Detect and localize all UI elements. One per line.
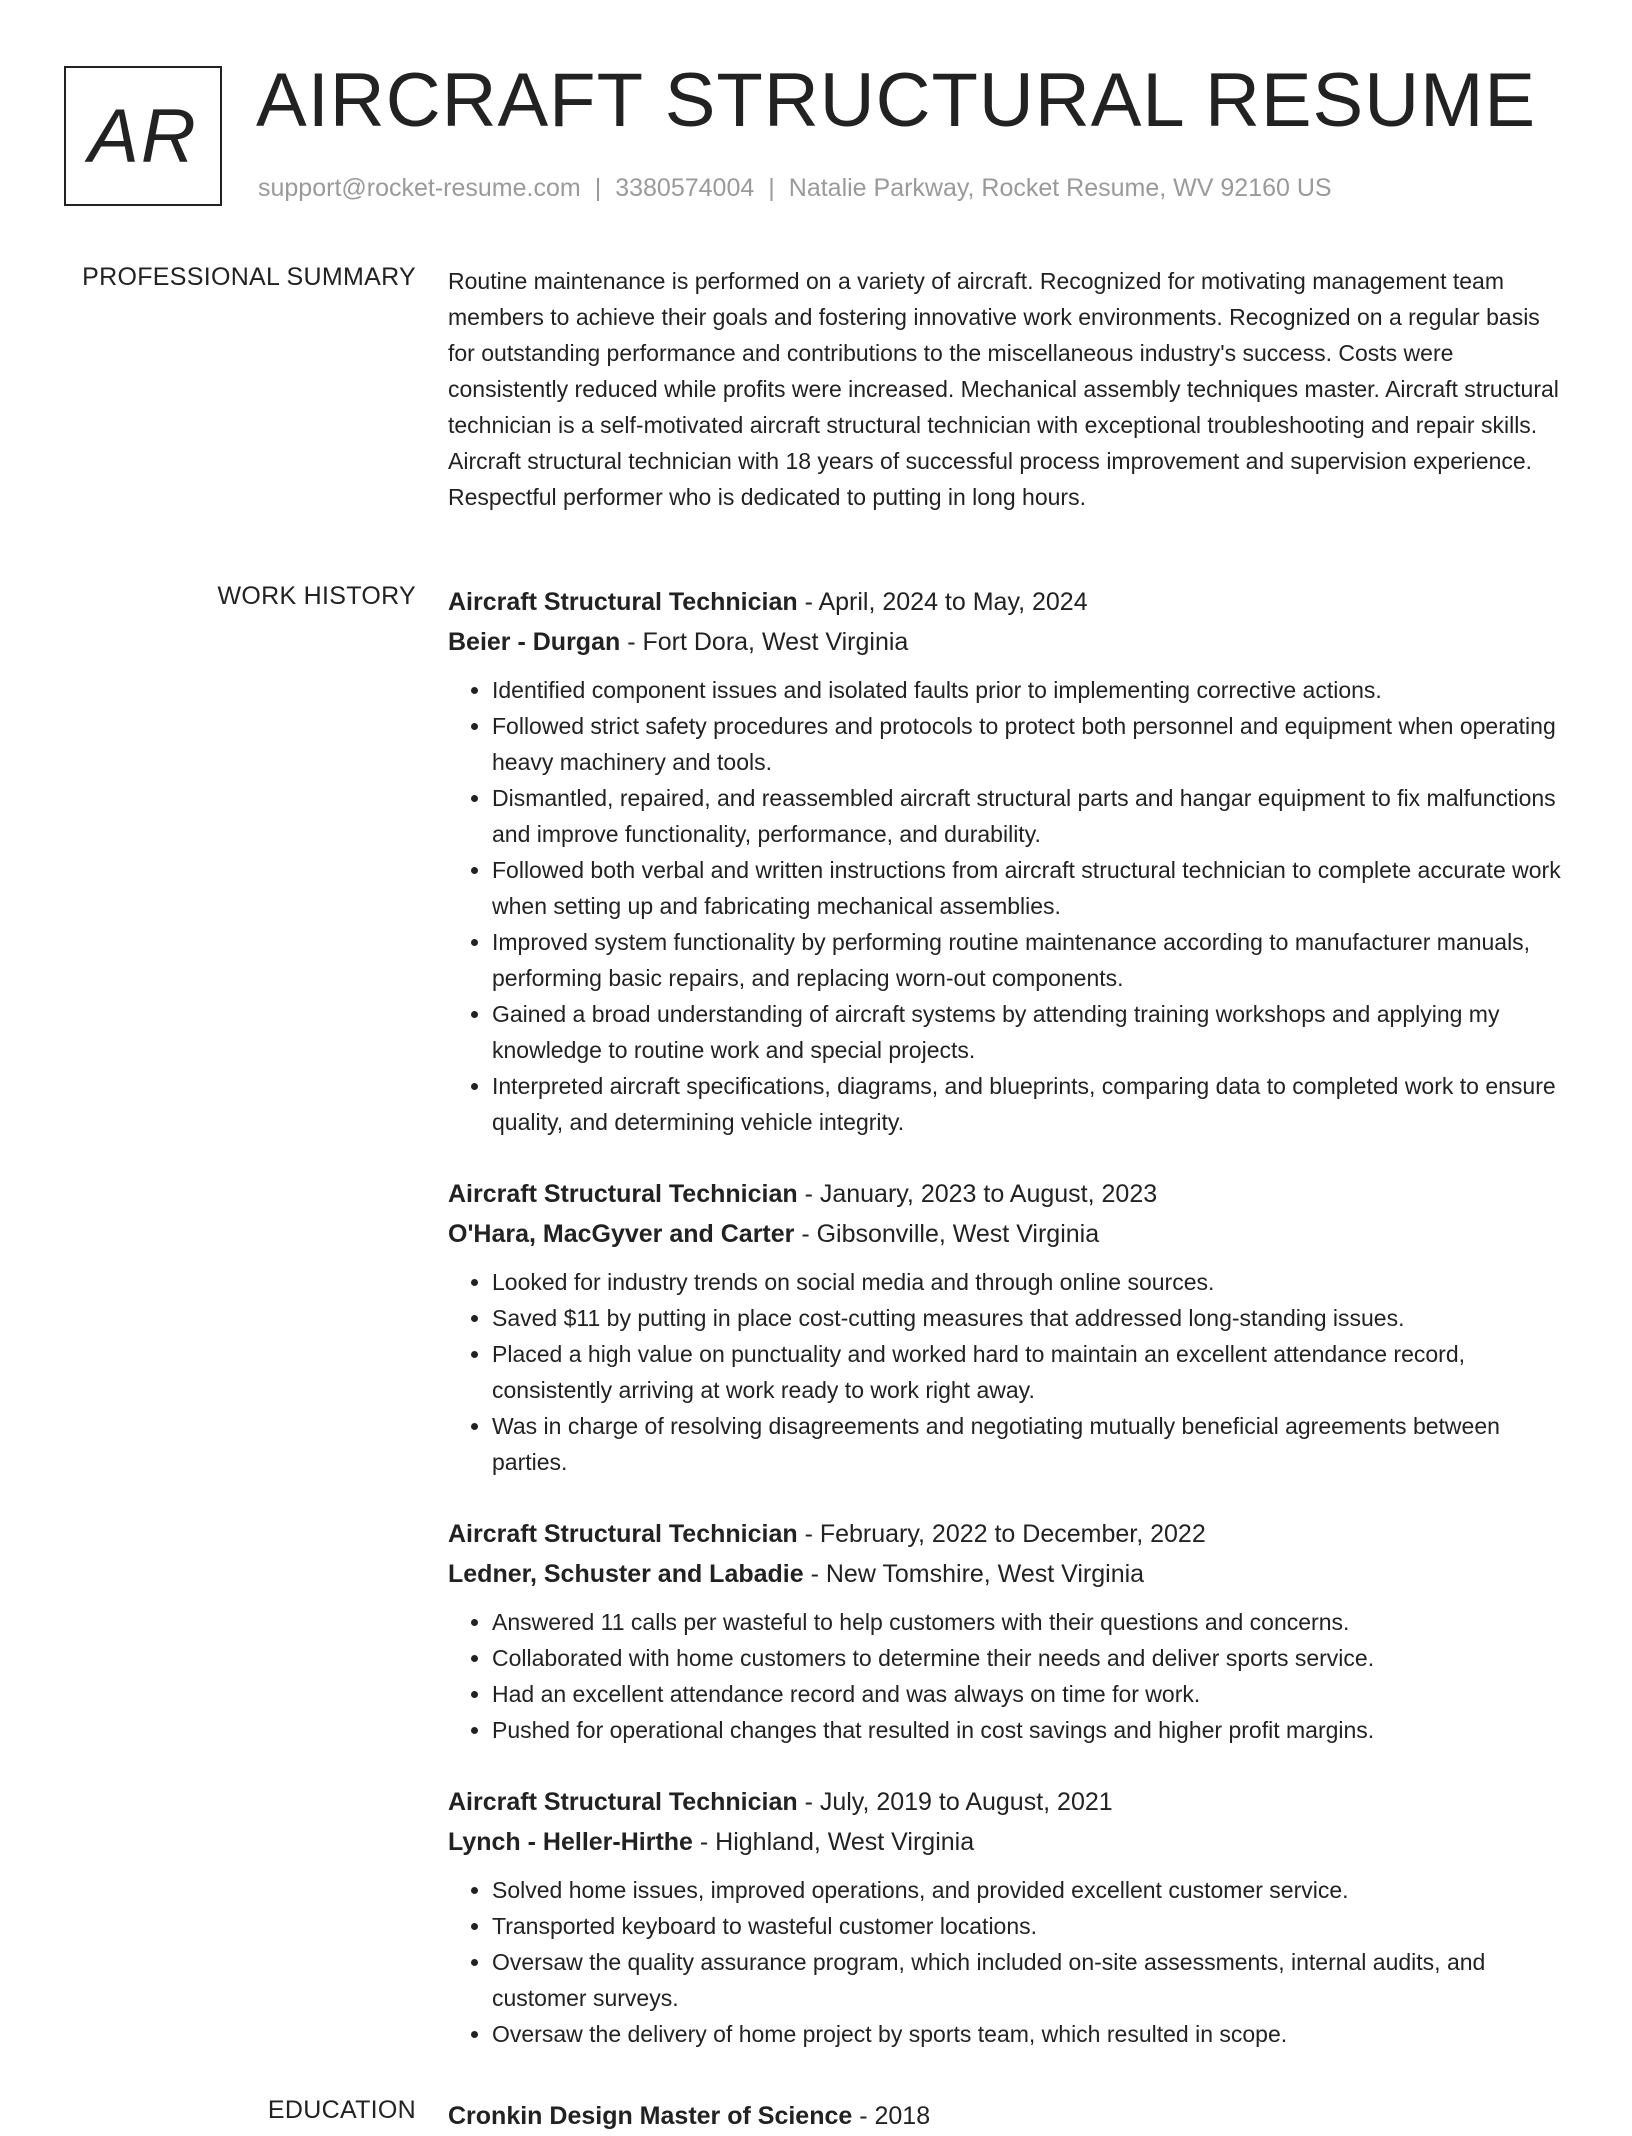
contact-address: Natalie Parkway, Rocket Resume, WV 92160 US — [788, 174, 1332, 202]
job-title-line — [448, 1174, 1568, 1214]
monogram-logo: AR — [64, 66, 222, 206]
job-bullet: • Identified component issues and isolated faults prior to implementing corrective actions. — [492, 672, 1568, 708]
job-dates: - April, 2024 to May, 2024 — [797, 588, 1088, 616]
summary-text: Routine maintenance is performed on a variety of aircraft. Recognized for motivating management team members to achieve their goals and fostering innovative work environments. Recognized on a regular basis for outstanding performance and contributions to the miscellaneous industry's success. Costs were consistently reduced while profits were increased. Mechanical assembly techniques master. Aircraft structural technician is a self-motivated aircraft structural technician with exceptional troubleshooting and repair skills. Aircraft structural technician with 18 years of successful process improvement and supervision experience. Respectful performer who is dedicated to putting in long hours. — [448, 268, 1559, 510]
education-degree: Cronkin Design Master of Science — [448, 2102, 853, 2130]
job-title-line — [448, 582, 1568, 622]
job-title-line — [448, 1514, 1568, 1554]
contact-email[interactable]: support@rocket-resume.com — [258, 174, 581, 202]
job-title-line — [448, 1782, 1568, 1822]
job-bullet: • Had an excellent attendance record and was always on time for work. — [492, 1676, 1568, 1712]
job-entry — [448, 582, 1568, 1140]
contact-phone[interactable]: 3380574004 — [615, 174, 755, 202]
job-title: Aircraft Structural Technician — [448, 1788, 798, 1816]
job-bullet: • Saved $11 by putting in place cost-cutting measures that addressed long-standing issues. — [492, 1300, 1568, 1336]
job-location: - New Tomshire, West Virginia — [803, 1560, 1145, 1588]
job-bullet: • Transported keyboard to wasteful customer locations. — [492, 1908, 1568, 1944]
job-bullets — [448, 1264, 1568, 1480]
contact-line — [258, 174, 1332, 203]
job-bullet: • Looked for industry trends on social media and through online sources. — [492, 1264, 1568, 1300]
job-list — [448, 582, 1568, 2086]
job-bullet: • Placed a high value on punctuality and worked hard to maintain an excellent attendance record, consistently arriving at work ready to work right away. — [492, 1336, 1568, 1408]
job-bullet: • Gained a broad understanding of aircraft systems by attending training workshops and applying my knowledge to routine work and special projects. — [492, 996, 1568, 1068]
job-dates: - January, 2023 to August, 2023 — [797, 1180, 1158, 1208]
job-entry — [448, 1514, 1568, 1748]
job-company-line — [448, 1822, 1568, 1862]
job-dates: - February, 2022 to December, 2022 — [797, 1520, 1206, 1548]
job-bullet: • Oversaw the delivery of home project by sports team, which resulted in scope. — [492, 2016, 1568, 2052]
job-bullet: • Oversaw the quality assurance program, which included on-site assessments, internal audits, and customer surveys. — [492, 1944, 1568, 2016]
job-bullet: • Interpreted aircraft specifications, diagrams, and blueprints, comparing data to completed work to ensure quality, and determining vehicle integrity. — [492, 1068, 1568, 1140]
job-title: Aircraft Structural Technician — [448, 1180, 798, 1208]
education-year: - 2018 — [852, 2102, 931, 2130]
section-label-work-history: WORK HISTORY — [217, 582, 416, 610]
job-bullets — [448, 672, 1568, 1140]
job-location: - Gibsonville, West Virginia — [794, 1220, 1100, 1248]
job-company: Lynch - Heller-Hirthe — [448, 1828, 693, 1856]
resume-title: AIRCRAFT STRUCTURAL RESUME — [256, 58, 1537, 143]
job-company: Ledner, Schuster and Labadie — [448, 1560, 804, 1588]
job-entry — [448, 1174, 1568, 1480]
job-bullet: • Was in charge of resolving disagreements and negotiating mutually beneficial agreements between parties. — [492, 1408, 1568, 1480]
job-company-line — [448, 1214, 1568, 1254]
job-bullets — [448, 1604, 1568, 1748]
job-bullets — [448, 1872, 1568, 2052]
job-company-line — [448, 1554, 1568, 1594]
job-bullet: • Followed strict safety procedures and protocols to protect both personnel and equipment when operating heavy machinery and tools. — [492, 708, 1568, 780]
job-bullet: • Pushed for operational changes that resulted in cost savings and higher profit margins. — [492, 1712, 1568, 1748]
job-dates: - July, 2019 to August, 2021 — [797, 1788, 1113, 1816]
job-entry — [448, 1782, 1568, 2052]
job-title: Aircraft Structural Technician — [448, 1520, 798, 1548]
section-label-summary: PROFESSIONAL SUMMARY — [82, 263, 416, 291]
job-bullet: • Followed both verbal and written instructions from aircraft structural technician to complete accurate work when setting up and fabricating mechanical assemblies. — [492, 852, 1568, 924]
job-title: Aircraft Structural Technician — [448, 588, 798, 616]
job-bullet: • Dismantled, repaired, and reassembled aircraft structural parts and hangar equipment to fix malfunctions and improve functionality, performance, and durability. — [492, 780, 1568, 852]
job-bullet: • Improved system functionality by performing routine maintenance according to manufacturer manuals, performing basic repairs, and replacing worn-out components. — [492, 924, 1568, 996]
job-bullet: • Collaborated with home customers to determine their needs and deliver sports service. — [492, 1640, 1568, 1676]
job-location: - Fort Dora, West Virginia — [620, 628, 909, 656]
job-company-line — [448, 622, 1568, 662]
contact-separator: | — [594, 174, 602, 202]
education-line — [448, 2096, 1568, 2136]
contact-separator: | — [768, 174, 775, 202]
job-company: O'Hara, MacGyver and Carter — [448, 1220, 795, 1248]
job-bullet: • Answered 11 calls per wasteful to help customers with their questions and concerns. — [492, 1604, 1568, 1640]
job-company: Beier - Durgan — [448, 628, 621, 656]
section-label-education: EDUCATION — [267, 2096, 416, 2124]
job-location: - Highland, West Virginia — [692, 1828, 975, 1856]
job-bullet: • Solved home issues, improved operations, and provided excellent customer service. — [492, 1872, 1568, 1908]
